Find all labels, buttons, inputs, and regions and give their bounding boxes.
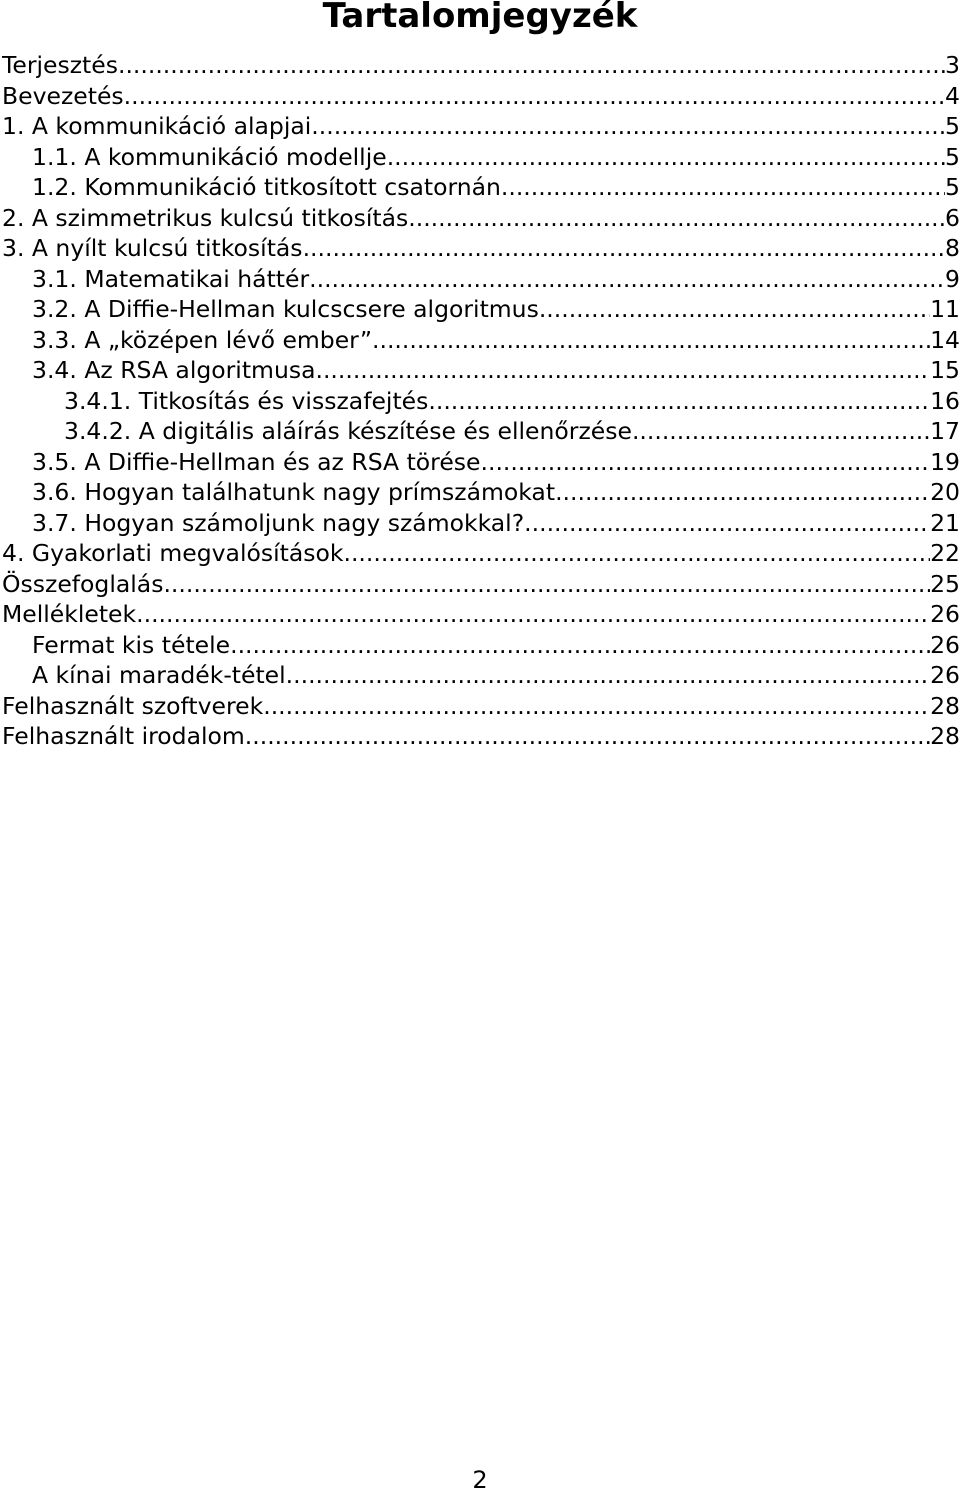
toc-entry-page: 22 bbox=[930, 539, 960, 567]
toc-entry-3[interactable] bbox=[2, 233, 960, 264]
toc-entry-label: Felhasznált szoftverek bbox=[2, 691, 264, 720]
toc-entry-label: 3.4.1. Titkosítás és visszafejtés bbox=[64, 386, 429, 415]
toc-entry-label: 3.4. Az RSA algoritmusa bbox=[32, 356, 316, 384]
toc-entry-page: 8 bbox=[945, 234, 960, 262]
toc-entry-1[interactable] bbox=[2, 111, 960, 142]
dot-leader bbox=[163, 569, 930, 600]
toc-entry-1-2[interactable] bbox=[2, 172, 960, 203]
toc-entry-page: 25 bbox=[930, 569, 960, 598]
toc-entry-page: 16 bbox=[930, 386, 960, 415]
toc-entry-page: 26 bbox=[930, 630, 960, 659]
toc-entry-3-6[interactable] bbox=[2, 477, 960, 508]
dot-leader bbox=[263, 691, 930, 722]
toc-entry-3-2[interactable] bbox=[2, 294, 960, 325]
toc-entry-label: Mellékletek bbox=[2, 600, 137, 628]
toc-entry-3-4-2[interactable] bbox=[2, 416, 960, 447]
toc-entry-label: Felhasznált irodalom bbox=[2, 722, 245, 750]
dot-leader bbox=[315, 355, 930, 386]
dot-leader bbox=[539, 294, 930, 325]
toc-entry-2[interactable] bbox=[2, 203, 960, 234]
toc-entry-page: 15 bbox=[930, 356, 960, 384]
toc-entry-page: 6 bbox=[945, 203, 960, 232]
toc-entry-3-1[interactable] bbox=[2, 264, 960, 295]
toc-entry-page: 4 bbox=[945, 81, 960, 110]
dot-leader bbox=[311, 111, 945, 142]
toc-entry-4[interactable] bbox=[2, 538, 960, 569]
toc-entry-label: 3.4.2. A digitális aláírás készítése és ellenőrzése bbox=[64, 417, 632, 445]
toc-entry-3-3[interactable] bbox=[2, 325, 960, 356]
toc-entry-page: 19 bbox=[930, 447, 960, 476]
toc-entry-szoftverek[interactable] bbox=[2, 691, 960, 722]
toc-entry-fermat[interactable] bbox=[2, 630, 960, 661]
toc-entry-page: 20 bbox=[930, 478, 960, 506]
toc-entry-label: 1. A kommunikáció alapjai bbox=[2, 112, 312, 140]
dot-leader bbox=[124, 81, 945, 112]
dot-leader bbox=[303, 233, 945, 264]
toc-entry-label: Bevezetés bbox=[2, 81, 124, 110]
toc-entry-label: 3.7. Hogyan számoljunk nagy számokkal? bbox=[32, 508, 525, 537]
dot-leader bbox=[230, 630, 930, 661]
toc-entry-terjesztes[interactable] bbox=[2, 50, 960, 81]
dot-leader bbox=[481, 447, 931, 478]
page-number: 2 bbox=[472, 1466, 488, 1494]
toc-entry-label: Terjesztés bbox=[2, 51, 118, 79]
dot-leader bbox=[428, 386, 930, 417]
dot-leader bbox=[372, 325, 930, 356]
toc-entry-3-4[interactable] bbox=[2, 355, 960, 386]
toc-entry-page: 26 bbox=[930, 661, 960, 689]
toc-entry-label: 1.2. Kommunikáció titkosított csatornán bbox=[32, 173, 501, 201]
dot-leader bbox=[343, 538, 930, 569]
toc-entry-label: 2. A szimmetrikus kulcsú titkosítás bbox=[2, 203, 409, 232]
toc-entry-label: A kínai maradék-tétel bbox=[32, 661, 286, 689]
page-title: Tartalomjegyzék bbox=[322, 0, 638, 36]
toc-entry-3-5[interactable] bbox=[2, 447, 960, 478]
dot-leader bbox=[118, 50, 945, 81]
toc-entry-label: Összefoglalás bbox=[2, 569, 164, 598]
dot-leader bbox=[524, 508, 930, 539]
toc-entry-page: 5 bbox=[945, 112, 960, 140]
dot-leader bbox=[408, 203, 945, 234]
toc-entry-3-7[interactable] bbox=[2, 508, 960, 539]
dot-leader bbox=[387, 142, 945, 173]
toc-entry-page: 26 bbox=[930, 600, 960, 628]
toc-entry-page: 5 bbox=[945, 142, 960, 171]
toc-entry-label: 3.1. Matematikai háttér bbox=[32, 264, 310, 293]
toc-entry-3-4-1[interactable] bbox=[2, 386, 960, 417]
table-of-contents bbox=[2, 50, 960, 752]
dot-leader bbox=[245, 721, 930, 752]
toc-entry-page: 28 bbox=[930, 722, 960, 750]
toc-entry-label: 3.2. A Diffie-Hellman kulcscsere algoritmus bbox=[32, 295, 539, 323]
toc-entry-label: 3.3. A „középen lévő ember” bbox=[32, 325, 373, 354]
toc-entry-page: 3 bbox=[945, 51, 960, 79]
toc-entry-label: 3. A nyílt kulcsú titkosítás bbox=[2, 234, 303, 262]
toc-entry-label: 1.1. A kommunikáció modellje bbox=[32, 142, 387, 171]
toc-entry-irodalom[interactable] bbox=[2, 721, 960, 752]
toc-entry-label: 4. Gyakorlati megvalósítások bbox=[2, 539, 344, 567]
dot-leader bbox=[309, 264, 945, 295]
toc-entry-page: 17 bbox=[930, 417, 960, 445]
dot-leader bbox=[632, 416, 930, 447]
toc-entry-page: 28 bbox=[930, 691, 960, 720]
toc-entry-label: Fermat kis tétele bbox=[32, 630, 231, 659]
dot-leader bbox=[286, 660, 930, 691]
toc-entry-page: 14 bbox=[930, 325, 960, 354]
toc-entry-mellekletek[interactable] bbox=[2, 599, 960, 630]
toc-entry-page: 11 bbox=[930, 295, 960, 323]
dot-leader bbox=[501, 172, 945, 203]
dot-leader bbox=[555, 477, 930, 508]
toc-entry-1-1[interactable] bbox=[2, 142, 960, 173]
toc-entry-page: 21 bbox=[930, 508, 960, 537]
toc-entry-bevezetes[interactable] bbox=[2, 81, 960, 112]
toc-entry-kinai-maradek[interactable] bbox=[2, 660, 960, 691]
dot-leader bbox=[136, 599, 930, 630]
toc-entry-label: 3.5. A Diffie-Hellman és az RSA törése bbox=[32, 447, 481, 476]
toc-entry-osszefoglalas[interactable] bbox=[2, 569, 960, 600]
toc-entry-label: 3.6. Hogyan találhatunk nagy prímszámokat bbox=[32, 478, 556, 506]
toc-entry-page: 9 bbox=[945, 264, 960, 293]
toc-entry-page: 5 bbox=[945, 173, 960, 201]
